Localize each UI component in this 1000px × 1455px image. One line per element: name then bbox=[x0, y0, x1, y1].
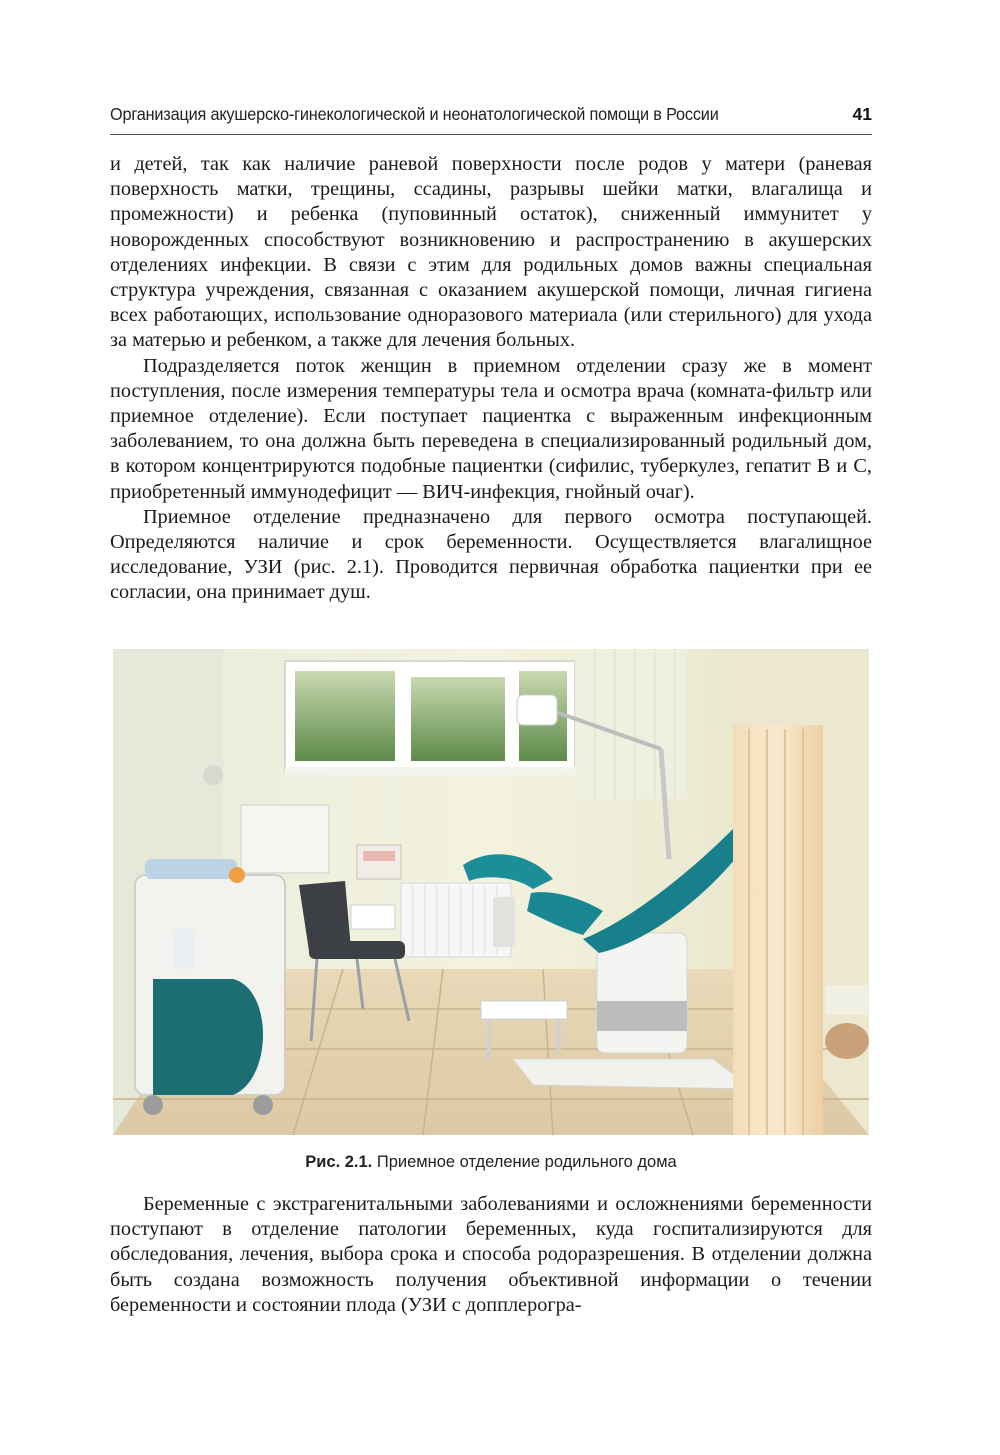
paragraph-3: Приемное отделение предназначено для первого осмотра поступающей. Определяются наличие и срок беременности. Осуществляется влагалищное исследование, УЗИ (рис. 2.1). Проводится первичная обработка пациентки при ее согласии, она принимает душ. bbox=[110, 505, 872, 604]
running-header bbox=[110, 104, 872, 135]
running-title: Организация акушерско-гинекологической и неонатологической помощи в России bbox=[110, 104, 719, 124]
figure-caption-text: Приемное отделение родильного дома bbox=[372, 1153, 677, 1171]
figure-photo-admission-room bbox=[113, 649, 869, 1135]
page-number: 41 bbox=[852, 104, 872, 124]
paragraph-4: Беременные с экстрагенитальными заболеваниями и осложнениями беременности поступают в отделение патологии беременных, куда госпитализируются для обследования, лечения, выбора срока и способа родоразрешения. В отделении должна быть создана возможность получения объективной информации о течении беременности и состоянии плода (УЗИ с допплерогра- bbox=[110, 1193, 872, 1316]
figure-caption-label: Рис. 2.1. bbox=[305, 1153, 373, 1171]
paragraph-1: и детей, так как наличие раневой поверхности после родов у матери (раневая поверхность матки, трещины, ссадины, разрывы шейки матки, влагалища и промежности) и ребенка (пуповинный остаток), сниженный иммунитет у новорожденных способствуют возникновению и распространению в акушерских отделениях инфекции. В связи с этим для родильных домов важны специальная структура учреждения, связанная с оказанием акушерской помощи, личная гигиена всех работающих, использование одноразового материала (или стерильного) для ухода за матерью и ребенком, а также для лечения больных. bbox=[110, 153, 872, 352]
body-text-bottom bbox=[110, 1192, 872, 1318]
figure-caption bbox=[110, 1153, 872, 1172]
body-text-top bbox=[110, 152, 872, 606]
paragraph-2: Подразделяется поток женщин в приемном отделении сразу же в момент поступления, после измерения температуры тела и осмотра врача (комната-фильтр или приемное отделение). Если поступает пациентка с выраженным инфекционным заболеванием, то она должна быть переведена в специализированный родильный дом, в котором концентрируются подобные пациентки (сифилис, туберкулез, гепатит В и С, приобретенный иммунодефицит — ВИЧ-инфекция, гнойный очаг). bbox=[110, 354, 872, 503]
